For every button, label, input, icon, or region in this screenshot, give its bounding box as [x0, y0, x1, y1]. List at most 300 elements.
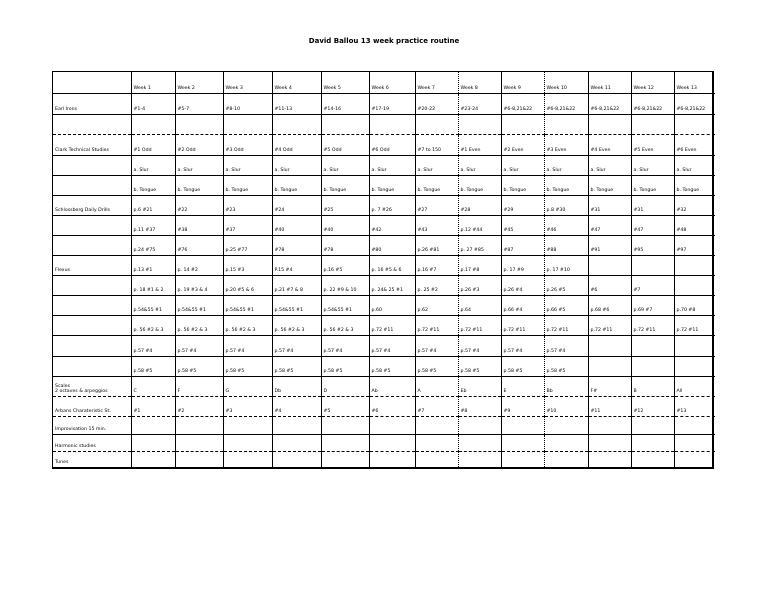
column-header: Week 12 — [631, 72, 674, 93]
table-cell: p.54&55 #1 — [175, 296, 223, 316]
table-cell: p.20 #5 & 6 — [223, 276, 272, 296]
table-cell: p.26 #3 — [458, 276, 501, 296]
row-label: Harmonic studies — [53, 434, 131, 451]
table-cell: p.54&55 #1 — [272, 296, 321, 316]
table-cell: a. Slur — [501, 155, 544, 175]
table-cell: b. Tongue — [501, 175, 544, 195]
table-cell: #6-8,21&22 — [674, 93, 715, 114]
table-row — [53, 114, 715, 134]
table-cell: p.6 #21 — [131, 196, 175, 216]
row-label — [53, 316, 131, 336]
table-cell: F# — [588, 376, 631, 396]
table-cell: p. 24& 25 #1 — [369, 276, 415, 296]
table-cell: #22 — [175, 196, 223, 216]
table-cell: p.13 #1 — [131, 256, 175, 276]
table-cell: p.58 #5 — [369, 356, 415, 376]
table-cell: p.72 #11 — [544, 316, 588, 336]
table-cell — [544, 416, 588, 434]
table-cell: p.72 #11 — [501, 316, 544, 336]
table-cell: p. 56 #2 & 3 — [175, 316, 223, 336]
table-row — [53, 376, 715, 396]
table-cell — [674, 276, 715, 296]
table-cell: p. 56 #2 & 3 — [321, 316, 369, 336]
table-cell: #7 — [415, 396, 458, 416]
table-cell — [631, 356, 674, 376]
table-cell — [588, 434, 631, 451]
row-label — [53, 155, 131, 175]
column-header: Week 3 — [223, 72, 272, 93]
table-cell — [544, 114, 588, 134]
table-cell: p.24 #75 — [131, 236, 175, 256]
table-cell: p.54&55 #1 — [223, 296, 272, 316]
table-cell — [321, 114, 369, 134]
table-cell — [415, 416, 458, 434]
table-cell: p.57 #4 — [544, 336, 588, 356]
table-cell: p. 7 #26 — [369, 196, 415, 216]
table-cell — [223, 434, 272, 451]
table-cell — [631, 114, 674, 134]
table-cell — [131, 114, 175, 134]
table-cell: p.62 — [415, 296, 458, 316]
table-cell: #5-7 — [175, 93, 223, 114]
table-cell: #38 — [175, 216, 223, 236]
table-cell: p.25 #77 — [223, 236, 272, 256]
table-cell: #97 — [674, 236, 715, 256]
table-cell: p.58 #5 — [501, 356, 544, 376]
table-cell: b. Tongue — [458, 175, 501, 195]
table-cell — [415, 451, 458, 467]
table-cell: b. Tongue — [175, 175, 223, 195]
table-cell: #4 Odd — [272, 134, 321, 155]
table-cell: #80 — [369, 236, 415, 256]
table-cell: #6 Odd — [369, 134, 415, 155]
document-title: David Ballou 13 week practice routine — [308, 37, 460, 45]
table-cell: p.57 #4 — [272, 336, 321, 356]
row-label — [53, 236, 131, 256]
table-cell: #5 — [321, 396, 369, 416]
table-cell: #2 Even — [501, 134, 544, 155]
column-header: Week 7 — [415, 72, 458, 93]
table-cell: p.57 #4 — [223, 336, 272, 356]
table-cell — [321, 416, 369, 434]
table-cell — [415, 114, 458, 134]
table-cell — [674, 336, 715, 356]
column-header: Week 13 — [674, 72, 715, 93]
table-cell: p. 16 #5 & 6 — [369, 256, 415, 276]
table-cell: #13 — [674, 396, 715, 416]
table-cell: #46 — [544, 216, 588, 236]
row-label — [53, 336, 131, 356]
table-cell: p.58 #5 — [544, 356, 588, 376]
row-label — [53, 175, 131, 195]
table-cell: #14-16 — [321, 93, 369, 114]
table-cell: p. 56 #2 & 3 — [272, 316, 321, 336]
table-cell — [588, 256, 631, 276]
table-cell: b. Tongue — [369, 175, 415, 195]
table-cell — [458, 114, 501, 134]
table-row — [53, 316, 715, 336]
table-cell — [369, 451, 415, 467]
table-cell: #6-8,21&22 — [544, 93, 588, 114]
table-cell: B — [631, 376, 674, 396]
table-cell: #87 — [501, 236, 544, 256]
table-cell: p.58 #5 — [272, 356, 321, 376]
table-row — [53, 196, 715, 216]
table-row — [53, 175, 715, 195]
table-cell — [588, 356, 631, 376]
table-cell: p.69 #7 — [631, 296, 674, 316]
table-cell: p. 19 #3 & 4 — [175, 276, 223, 296]
table-cell: p.57 #4 — [415, 336, 458, 356]
table-cell: p.15 #3 — [223, 256, 272, 276]
table-cell — [321, 451, 369, 467]
row-label — [53, 114, 131, 134]
row-label: Scales 2 octaves & arpeggios — [53, 376, 131, 396]
table-cell — [272, 416, 321, 434]
table-cell: p.12 #44 — [458, 216, 501, 236]
table-cell: #1-4 — [131, 93, 175, 114]
table-row — [53, 276, 715, 296]
table-row — [53, 155, 715, 175]
table-cell: #32 — [674, 196, 715, 216]
table-cell — [588, 336, 631, 356]
table-cell: p.16 #5 — [321, 256, 369, 276]
table-cell: p.66 #5 — [544, 296, 588, 316]
table-cell: #6-8,21&22 — [631, 93, 674, 114]
table-cell: #7 — [631, 276, 674, 296]
table-cell — [458, 451, 501, 467]
table-cell: b. Tongue — [588, 175, 631, 195]
table-row — [53, 451, 715, 467]
table-cell: Ab — [369, 376, 415, 396]
table-cell: p.57 #4 — [175, 336, 223, 356]
row-label: Clark Technical Studies — [53, 134, 131, 155]
table-cell — [631, 451, 674, 467]
table-cell: b. Tongue — [544, 175, 588, 195]
row-label: Earl Irons — [53, 93, 131, 114]
table-cell — [674, 114, 715, 134]
table-cell: p.64 — [458, 296, 501, 316]
table-cell: #25 — [321, 196, 369, 216]
table-cell: p.58 #5 — [223, 356, 272, 376]
table-cell: p.72 #11 — [631, 316, 674, 336]
table-cell — [674, 434, 715, 451]
table-cell: p. 27 #85 — [458, 236, 501, 256]
table-cell: p.58 #5 — [175, 356, 223, 376]
table-cell: #4 Even — [588, 134, 631, 155]
table-cell: #11 — [588, 396, 631, 416]
table-cell: a. Slur — [588, 155, 631, 175]
column-header: Week 1 — [131, 72, 175, 93]
table-cell: p.16 #7 — [415, 256, 458, 276]
column-header: Week 9 — [501, 72, 544, 93]
table-cell — [223, 416, 272, 434]
column-header: Week 5 — [321, 72, 369, 93]
table-cell: b. Tongue — [321, 175, 369, 195]
table-cell: p.26 #4 — [501, 276, 544, 296]
table-cell: #11-13 — [272, 93, 321, 114]
table-cell: p.58 #5 — [458, 356, 501, 376]
table-cell: p.72 #11 — [588, 316, 631, 336]
table-cell: a. Slur — [175, 155, 223, 175]
row-label — [53, 216, 131, 236]
table-cell: #24 — [272, 196, 321, 216]
table-cell — [631, 256, 674, 276]
table-cell — [415, 434, 458, 451]
table-cell: a. Slur — [131, 155, 175, 175]
table-cell: #45 — [501, 216, 544, 236]
table-cell: #23-24 — [458, 93, 501, 114]
table-cell: a. Slur — [272, 155, 321, 175]
table-cell: a. Slur — [458, 155, 501, 175]
table-cell: #2 — [175, 396, 223, 416]
table-cell: p.11 #37 — [131, 216, 175, 236]
table-cell: p.57 #4 — [131, 336, 175, 356]
table-cell: #78 — [321, 236, 369, 256]
table-cell: #40 — [321, 216, 369, 236]
row-label — [53, 276, 131, 296]
table-cell: p.68 #6 — [588, 296, 631, 316]
table-cell: #10 — [544, 396, 588, 416]
table-cell: #42 — [369, 216, 415, 236]
table-cell: p.54&55 #1 — [321, 296, 369, 316]
table-cell: Db — [272, 376, 321, 396]
row-label — [53, 356, 131, 376]
table-cell: p.57 #4 — [369, 336, 415, 356]
table-cell — [175, 434, 223, 451]
column-header: Week 11 — [588, 72, 631, 93]
table-cell: p. 18 #1 & 2 — [131, 276, 175, 296]
table-cell — [674, 256, 715, 276]
table-cell — [588, 451, 631, 467]
table-cell: G — [223, 376, 272, 396]
table-cell — [131, 434, 175, 451]
table-cell — [544, 451, 588, 467]
table-cell: #1 Odd — [131, 134, 175, 155]
table-cell: b. Tongue — [223, 175, 272, 195]
table-cell: #31 — [631, 196, 674, 216]
table-cell — [223, 114, 272, 134]
table-row — [53, 93, 715, 114]
table-cell: All — [674, 376, 715, 396]
practice-routine-table — [52, 71, 714, 469]
column-header: Week 10 — [544, 72, 588, 93]
table-cell: #3 Odd — [223, 134, 272, 155]
table-cell: #2 Odd — [175, 134, 223, 155]
table-cell: p. 17 #9 — [501, 256, 544, 276]
table-cell: p.26 #5 — [544, 276, 588, 296]
table-cell: #5 Odd — [321, 134, 369, 155]
table-cell — [674, 451, 715, 467]
header-row — [53, 72, 715, 93]
table-cell: #6 — [369, 396, 415, 416]
row-label: Tunes — [55, 460, 69, 465]
table-cell: #9 — [501, 396, 544, 416]
table-cell: #76 — [175, 236, 223, 256]
table-cell — [631, 416, 674, 434]
table-cell: #12 — [631, 396, 674, 416]
table-cell: P.15 #4 — [272, 256, 321, 276]
table-cell — [369, 434, 415, 451]
table-cell: #7 to 150 — [415, 134, 458, 155]
table-row — [53, 416, 715, 434]
table-cell: #5 Even — [631, 134, 674, 155]
table-cell: b. Tongue — [415, 175, 458, 195]
table-cell: #78 — [272, 236, 321, 256]
table-cell: a. Slur — [674, 155, 715, 175]
table-cell: p.72 #11 — [458, 316, 501, 336]
table-cell: #31 — [588, 196, 631, 216]
table-cell: p.57 #4 — [321, 336, 369, 356]
table-cell — [131, 416, 175, 434]
table-cell — [272, 114, 321, 134]
table-cell: #3 Even — [544, 134, 588, 155]
table-cell — [131, 451, 175, 467]
table-cell — [631, 434, 674, 451]
table-cell: p.66 #4 — [501, 296, 544, 316]
table-cell: p.70 #8 — [674, 296, 715, 316]
table-cell: p. 56 #2 & 3 — [223, 316, 272, 336]
table-cell: b. Tongue — [631, 175, 674, 195]
table-cell: Bb — [544, 376, 588, 396]
table-cell — [175, 416, 223, 434]
table-cell: #27 — [415, 196, 458, 216]
table-cell: Eb — [458, 376, 501, 396]
table-cell: #17-19 — [369, 93, 415, 114]
table-cell: b. Tongue — [131, 175, 175, 195]
table-cell: #6 Even — [674, 134, 715, 155]
table-cell: #88 — [544, 236, 588, 256]
table-row — [53, 356, 715, 376]
column-header: Week 4 — [272, 72, 321, 93]
row-label: Schlossberg Daily Drills — [53, 196, 131, 216]
table-row — [53, 236, 715, 256]
row-label — [53, 296, 131, 316]
table-cell — [674, 356, 715, 376]
table-cell — [272, 451, 321, 467]
table-cell — [175, 451, 223, 467]
table-cell — [321, 434, 369, 451]
table-cell: #40 — [272, 216, 321, 236]
table-cell: p.58 #5 — [415, 356, 458, 376]
table-cell — [588, 416, 631, 434]
table-cell — [369, 114, 415, 134]
table-cell: p.60 — [369, 296, 415, 316]
row-label: Flexus — [53, 256, 131, 276]
table-row — [53, 434, 715, 451]
table-cell: #47 — [631, 216, 674, 236]
column-header: Week 6 — [369, 72, 415, 93]
table-cell: p.72 #11 — [369, 316, 415, 336]
table-cell: #29 — [501, 196, 544, 216]
table-cell: #43 — [415, 216, 458, 236]
table-cell — [631, 336, 674, 356]
table-cell: #3 — [223, 396, 272, 416]
table-cell: p.8 #30 — [544, 196, 588, 216]
table-cell: #47 — [588, 216, 631, 236]
table-cell: a. Slur — [544, 155, 588, 175]
table-cell: b. Tongue — [272, 175, 321, 195]
table-cell: p. 22 #9 & 10 — [321, 276, 369, 296]
table-cell: p. 25 #2 — [415, 276, 458, 296]
table-cell — [588, 114, 631, 134]
table-cell — [674, 416, 715, 434]
table-cell: p.72 #11 — [674, 316, 715, 336]
table-cell: p.58 #5 — [321, 356, 369, 376]
table-cell: a. Slur — [223, 155, 272, 175]
table-cell: #1 — [131, 396, 175, 416]
table-cell: C — [131, 376, 175, 396]
table-cell — [458, 416, 501, 434]
table-cell: #8-10 — [223, 93, 272, 114]
table-cell — [544, 434, 588, 451]
table-cell: #91 — [588, 236, 631, 256]
table-cell: p.57 #4 — [501, 336, 544, 356]
table-cell: #8 — [458, 396, 501, 416]
table-cell: b. Tongue — [674, 175, 715, 195]
table-row — [53, 396, 715, 416]
table-cell: p. 14 #2 — [175, 256, 223, 276]
column-header: Week 8 — [458, 72, 501, 93]
table-cell: #23 — [223, 196, 272, 216]
table-row — [53, 256, 715, 276]
table-cell — [501, 451, 544, 467]
table-cell: p. 56 #2 & 3 — [131, 316, 175, 336]
table-cell: #4 — [272, 396, 321, 416]
table-row — [53, 296, 715, 316]
table-cell — [501, 416, 544, 434]
table-cell — [175, 114, 223, 134]
table-cell: a. Slur — [321, 155, 369, 175]
table-cell: p.21 #7 & 8 — [272, 276, 321, 296]
table-cell: a. Slur — [415, 155, 458, 175]
table-cell: #95 — [631, 236, 674, 256]
table-cell: #1 Even — [458, 134, 501, 155]
table-cell: p. 17 #10 — [544, 256, 588, 276]
table-row — [53, 216, 715, 236]
table-row — [53, 134, 715, 155]
table-cell — [458, 434, 501, 451]
table-cell: #6-8,21&22 — [588, 93, 631, 114]
table-cell: A — [415, 376, 458, 396]
table-cell: D — [321, 376, 369, 396]
table-cell: E — [501, 376, 544, 396]
table-cell — [501, 114, 544, 134]
table-cell: p.72 #11 — [415, 316, 458, 336]
table-cell: #48 — [674, 216, 715, 236]
table-cell: p.54&55 #1 — [131, 296, 175, 316]
column-header: Week 2 — [175, 72, 223, 93]
table-cell — [272, 434, 321, 451]
table-cell — [369, 416, 415, 434]
table-cell: p.58 #5 — [131, 356, 175, 376]
row-label: Improvisation 15 min. — [53, 416, 131, 434]
row-label: Arbans Charateristic St. — [53, 396, 131, 416]
table-row — [53, 336, 715, 356]
table-cell: F — [175, 376, 223, 396]
table-cell — [223, 451, 272, 467]
table-cell: #6-8,21&22 — [501, 93, 544, 114]
table-cell: #6 — [588, 276, 631, 296]
column-header — [53, 72, 131, 93]
table-cell: a. Slur — [369, 155, 415, 175]
table-cell: #28 — [458, 196, 501, 216]
table-cell: p.17 #8 — [458, 256, 501, 276]
table-cell — [501, 434, 544, 451]
table-cell: #37 — [223, 216, 272, 236]
table-cell: p.26 #81 — [415, 236, 458, 256]
table-cell: #20-22 — [415, 93, 458, 114]
